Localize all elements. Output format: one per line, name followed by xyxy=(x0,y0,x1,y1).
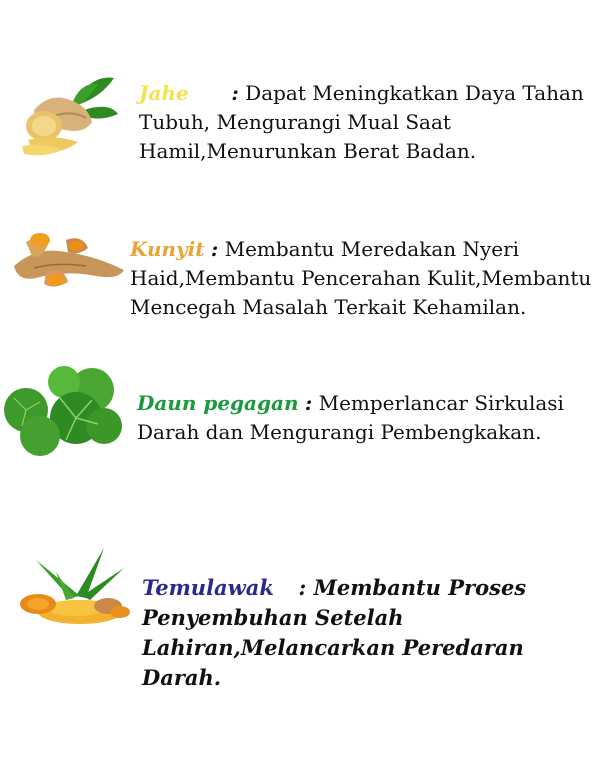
gotu-kola-leaves-icon xyxy=(0,364,128,460)
herb-name: Jahe xyxy=(139,81,189,105)
ginger-icon xyxy=(14,70,122,158)
herb-colon: : xyxy=(304,391,313,415)
herb-description: Dapat Meningkatkan Daya Tahan Tubuh, Mengurangi Mual Saat Hamil,Menurunkan Berat Badan. xyxy=(139,81,584,163)
herb-name: Temulawak xyxy=(142,575,274,600)
herb-colon: : xyxy=(298,575,307,600)
herb-name: Daun pegagan xyxy=(137,391,299,415)
herb-colon: : xyxy=(231,81,239,105)
turmeric-icon xyxy=(6,226,130,292)
herb-colon: : xyxy=(210,237,219,261)
herb-description: Memperlancar Sirkulasi Darah dan Mengurangi Pembengkakan. xyxy=(137,391,564,444)
herb-name: Kunyit xyxy=(130,237,205,261)
herb-description: Membantu Meredakan Nyeri Haid,Membantu Pencerahan Kulit,Membantu Mencegah Masalah Terkait Kehamilan. xyxy=(130,237,592,319)
temulawak-icon xyxy=(16,546,132,628)
herb-description: Membantu Proses Penyembuhan Setelah Lahiran,Melancarkan Peredaran Darah. xyxy=(142,575,527,690)
